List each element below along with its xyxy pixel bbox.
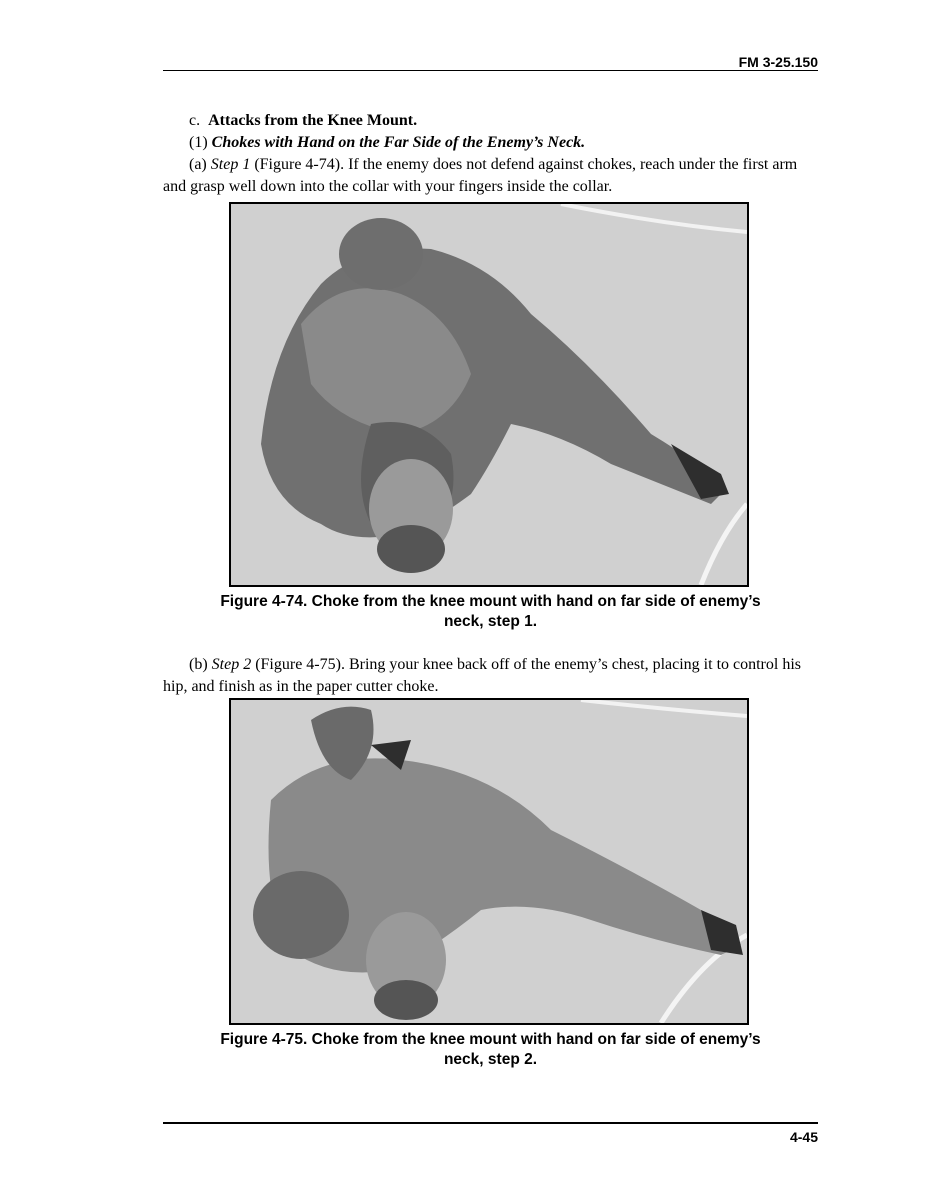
step2-step: Step 2 [211,656,252,673]
caption-line: neck, step 2. [443,1051,538,1068]
subsection-label: (1) [189,134,208,151]
step1-paragraph [163,154,818,198]
caption-line: Figure 4-74. Choke from the knee mount with hand on far side of enemy’s [220,593,761,610]
section-label: c. [189,112,201,129]
header-rule [163,70,818,71]
caption-line: Figure 4-75. Choke from the knee mount with hand on far side of enemy’s [220,1031,761,1048]
section-title: Attacks from the Knee Mount. [208,112,418,129]
subsection-title: Chokes with Hand on the Far Side of the Enemy’s Neck. [211,134,586,151]
step2-text: (Figure 4-75). Bring your knee back off of the enemy’s chest, placing it to control his hip, and finish as in the paper cutter choke. [163,656,801,695]
step2-label: (b) [189,656,208,673]
step1-step: Step 1 [210,156,251,173]
manual-id: FM 3-25.150 [738,54,818,70]
caption-line: neck, step 1. [443,613,538,630]
subsection-heading [163,132,818,154]
page-number: 4-45 [789,1129,818,1145]
footer-rule [163,1122,818,1124]
step1-label: (a) [189,156,207,173]
step1-text: (Figure 4-74). If the enemy does not defend against chokes, reach under the first arm and grasp well down into the collar with your fingers inside the collar. [163,156,798,195]
figure-4-74-caption [163,592,818,632]
step2-paragraph [163,654,818,698]
section-heading [163,110,818,132]
figure-4-75-photo [229,698,749,1025]
figure-4-74-photo [229,202,749,587]
figure-4-75-caption [163,1030,818,1070]
